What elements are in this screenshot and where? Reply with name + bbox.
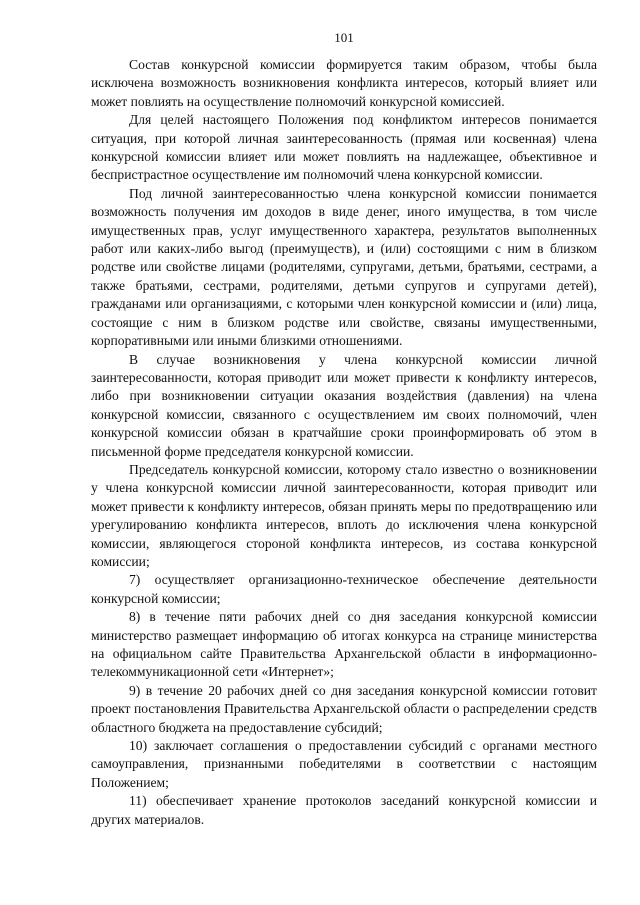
paragraph-member-obligation: В случае возникновения у члена конкурсной комиссии личной заинтересованности, которая приводит или может привести к конфликту интересов, либо при возникновении ситуации оказания воздействия (давления) на члена конкурсной комиссии, связанного с осуществлением им своих полномочий, член конкурсной комиссии обязан в кратчайшие сроки проинформировать об этом в письменной форме председателя конкурсной комиссии. [91,351,597,459]
document-page [91,30,597,829]
paragraph-commission-composition: Состав конкурсной комиссии формируется таким образом, чтобы была исключена возможность возникновения конфликта интересов, который влияет или может повлиять на осуществление полномочий конкурсной комиссией. [91,57,597,109]
page-number: 101 [334,30,354,45]
list-item-7: 7) осуществляет организационно-техническое обеспечение деятельности конкурсной комиссии; [91,572,597,606]
list-item-10: 10) заключает соглашения о предоставлении субсидий с органами местного самоуправления, признанными победителями в соответствии с настоящим Положением; [91,738,597,790]
list-item-11: 11) обеспечивает хранение протоколов заседаний конкурсной комиссии и других материалов. [91,793,597,827]
paragraph-personal-interest: Под личной заинтересованностью члена конкурсной комиссии понимается возможность получения им доходов в виде денег, иного имущества, в том числе имущественных прав, услуг имущественного характера, результатов выполненных работ или каких-либо выгод (преимуществ), и (или) состоящими с ним в близком родстве или свойстве лицами (родителями, супругами, детьми, братьями, сестрами, а также братьями, сестрами, родителями, детьми супругов и супругами детей), гражданами или организациями, с которыми член конкурсной комиссии и (или) лица, состоящие с ним в близком родстве или свойстве, связаны имущественными, корпоративными или иными близкими отношениями. [91,185,597,349]
paragraph-conflict-definition: Для целей настоящего Положения под конфликтом интересов понимается ситуация, при которой личная заинтересованность (прямая или косвенная) члена конкурсной комиссии влияет или может повлиять на надлежащее, объективное и беспристрастное осуществление им полномочий члена конкурсной комиссии. [91,112,597,183]
paragraph-chairman-measures: Председатель конкурсной комиссии, которому стало известно о возникновении у члена конкурсной комиссии личной заинтересованности, которая приводит или может привести к конфликту интересов, обязан принять меры по предотвращению или урегулированию конфликта интересов, вплоть до исключения члена конкурсной комиссии, являющегося стороной конфликта интересов, из состава конкурсной комиссии; [91,461,597,569]
list-item-8: 8) в течение пяти рабочих дней со дня заседания конкурсной комиссии министерство размещает информацию об итогах конкурса на странице министерства на официальном сайте Правительства Архангельской области в информационно-телекоммуникационной сети «Интернет»; [91,609,597,680]
list-item-9: 9) в течение 20 рабочих дней со дня заседания конкурсной комиссии готовит проект постановления Правительства Архангельской области о распределении средств областного бюджета на предоставление субсидий; [91,682,597,735]
